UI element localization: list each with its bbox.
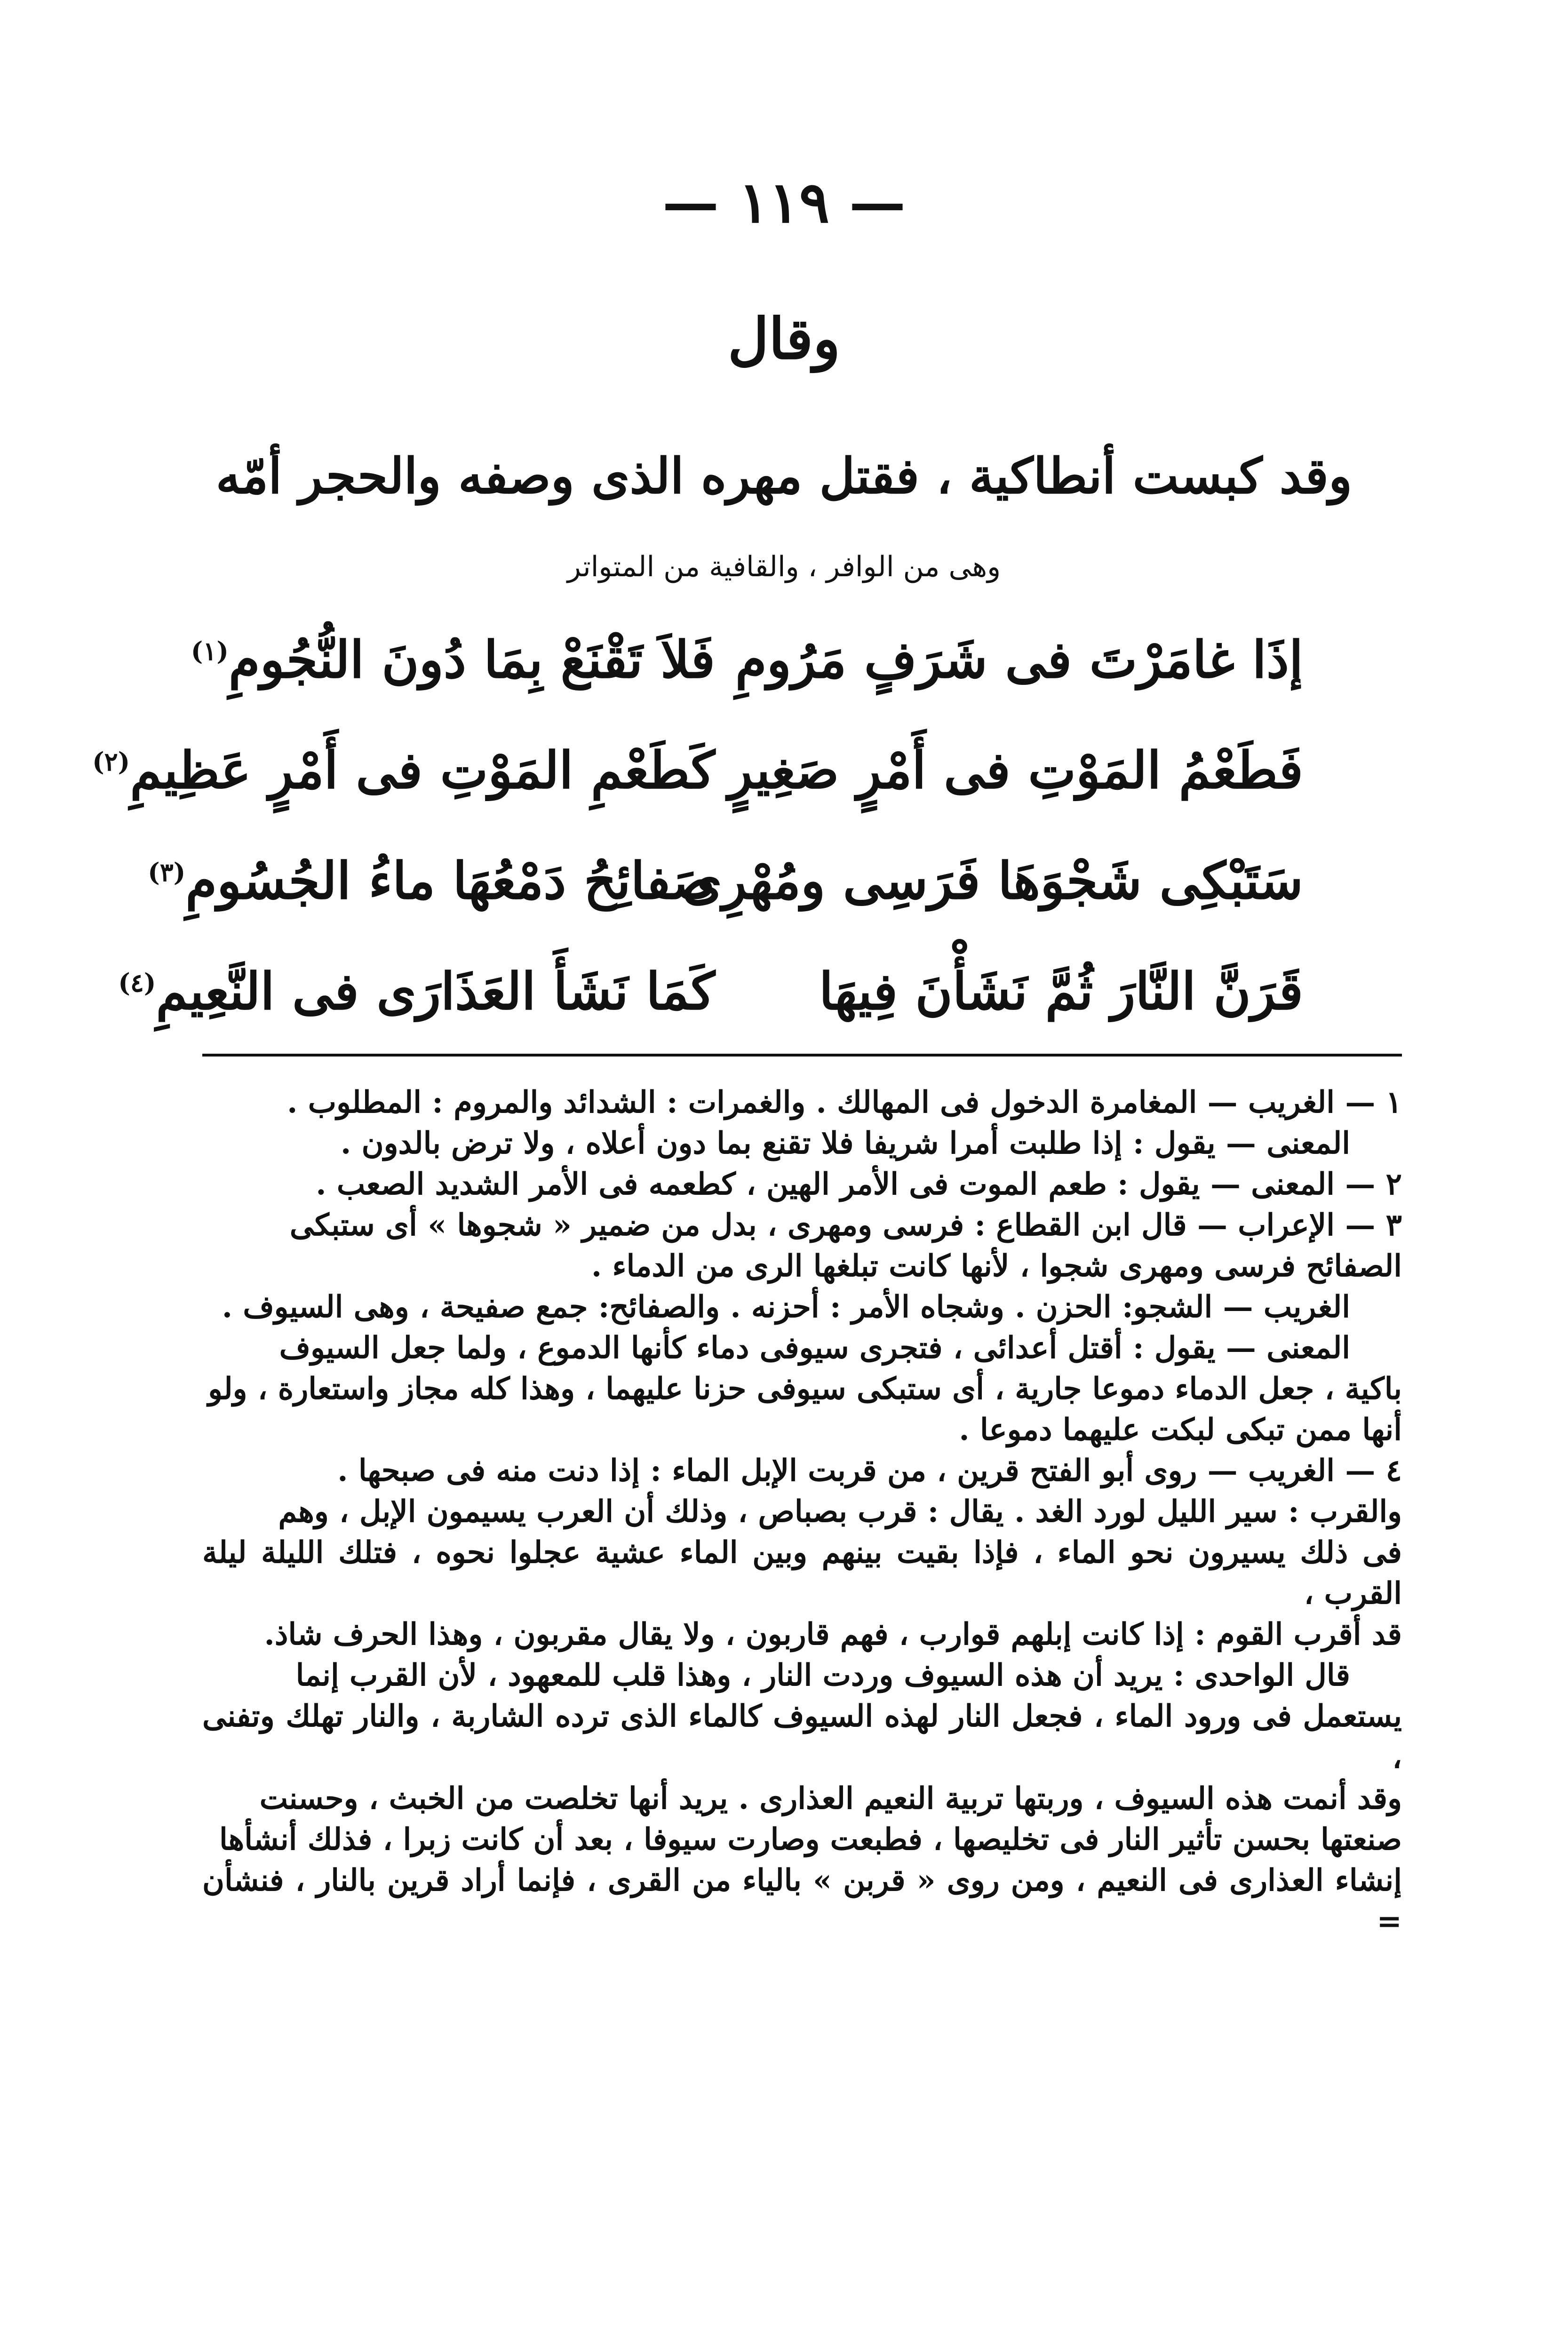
- note-line: أنها ممن تبكى لبكت عليهما دموعا .: [959, 1412, 1402, 1448]
- note-line: ٣ — الإعراب — قال ابن القطاع : فرسى ومهرى ، بدل من ضمير « شجوها » أى ستبكى: [289, 1208, 1402, 1243]
- poem-occasion: وقد كبست أنطاكية ، فقتل مهره الذى وصفه والحجر أمّه: [215, 447, 1353, 505]
- footnote-marker: (٤): [118, 968, 156, 998]
- footnote-marker: (٢): [92, 747, 130, 777]
- verse-second-hemistich: [191, 630, 715, 690]
- verse-first-hemistich: فَطَعْمُ المَوْتِ فى أَمْرٍ صَغِيرٍ: [728, 741, 1303, 800]
- poem-meter-note: وهى من الوافر ، والقافية من المتواتر: [567, 550, 1001, 583]
- footnote-divider: [202, 1054, 1402, 1057]
- verse-second-hemistich: [148, 851, 715, 911]
- verse-line: [148, 851, 1303, 962]
- verse-second-text: كَطَعْمِ المَوْتِ فى أَمْرٍ عَظِيمِ: [130, 741, 715, 800]
- note-line: قد أقرب القوم : إذا كانت إبلهم قوارب ، فهم قاربون ، ولا يقال مقربون ، وهذا الحرف شاذ.: [264, 1617, 1402, 1653]
- note-line: صنعتها بحسن تأثير النار فى تخليصها ، فطبعت وصارت سيوفا ، بعد أن كانت زبرا ، فذلك أنشأها: [219, 1821, 1402, 1857]
- note-line: الغريب — الشجو: الحزن . وشجاه الأمر : أحزنه . والصفائح: جمع صفيحة ، وهى السيوف .: [222, 1289, 1350, 1325]
- note-line: ٤ — الغريب — روى أبو الفتح قرين ، من قربت الإبل الماء : إذا دنت منه فى صبحها .: [337, 1453, 1402, 1489]
- verse-line: [92, 741, 1303, 851]
- verse-first-hemistich: إذَا غامَرْتَ فى شَرَفٍ مَرُومِ: [735, 630, 1303, 690]
- note-line: فى ذلك يسيرون نحو الماء ، فإذا بقيت بينهم وبين الماء عشية عجلوا نحوه ، فتلك الليلة ليلة القرب ،: [202, 1535, 1402, 1612]
- verse-second-hemistich: [118, 962, 715, 1021]
- poem-heading: وقال: [727, 306, 841, 372]
- note-line: إنشاء العذارى فى النعيم ، ومن روى « قربن » بالياء من القرى ، فإنما أراد قرين بالنار ، فنشأن =: [202, 1862, 1402, 1939]
- note-line: قال الواحدى : يريد أن هذه السيوف وردت النار ، وهذا قلب للمعهود ، لأن القرب إنما: [295, 1658, 1350, 1693]
- note-line: ١ — الغريب — المغامرة الدخول فى المهالك . والغمرات : الشدائد والمروم : المطلوب .: [287, 1085, 1402, 1120]
- page-number: — ١١٩ —: [662, 169, 906, 236]
- note-line: باكية ، جعل الدماء دموعا جارية ، أى ستبكى سيوفى حزنا عليهما ، وهذا كله مجاز واستعارة ، ولو: [208, 1371, 1402, 1407]
- note-line: المعنى — يقول : إذا طلبت أمرا شريفا فلا تقنع بما دون أعلاه ، ولا ترض بالدون .: [341, 1126, 1350, 1161]
- verse-second-text: فَلاَ تَقْنَعْ بِمَا دُونَ النُّجُومِ: [228, 630, 715, 690]
- footnote-marker: (١): [191, 636, 229, 666]
- note-line: والقرب : سير الليل لورد الغد . يقال : قرب بصباص ، وذلك أن العرب يسيمون الإبل ، وهم: [278, 1494, 1402, 1530]
- note-line: ٢ — المعنى — يقول : طعم الموت فى الأمر الهين ، كطعمه فى الأمر الشديد الصعب .: [316, 1167, 1402, 1202]
- note-line: يستعمل فى ورود الماء ، فجعل النار لهذه السيوف كالماء الذى ترده الشاربة ، والنار تهلك وتفنى ،: [202, 1699, 1402, 1775]
- verse-second-hemistich: [92, 741, 715, 800]
- verse-first-hemistich: سَتَبْكِى شَجْوَهَا فَرَسِى ومُهْرِى: [682, 851, 1303, 911]
- verse-second-text: كَمَا نَشَأَ العَذَارَى فى النَّعِيمِ: [156, 962, 715, 1021]
- verse-second-text: صَفائِحُ دَمْعُهَا ماءُ الجُسُومِ: [185, 851, 715, 911]
- poem-verses: [92, 630, 1303, 1073]
- commentary-notes: [202, 1082, 1402, 1942]
- note-line: الصفائح فرسى ومهرى شجوا ، لأنها كانت تبلغها الرى من الدماء .: [591, 1248, 1402, 1284]
- note-line: وقد أنمت هذه السيوف ، وربتها تربية النعيم العذارى . يريد أنها تخلصت من الخبث ، وحسنت: [259, 1780, 1402, 1816]
- footnote-marker: (٣): [148, 857, 186, 887]
- verse-line: [191, 630, 1303, 741]
- note-line: المعنى — يقول : أقتل أعدائى ، فتجرى سيوفى دماء كأنها الدموع ، ولما جعل السيوف: [279, 1330, 1350, 1366]
- verse-first-hemistich: قَرَنَّ النَّارَ ثُمَّ نَشَأْنَ فِيهَا: [819, 962, 1303, 1021]
